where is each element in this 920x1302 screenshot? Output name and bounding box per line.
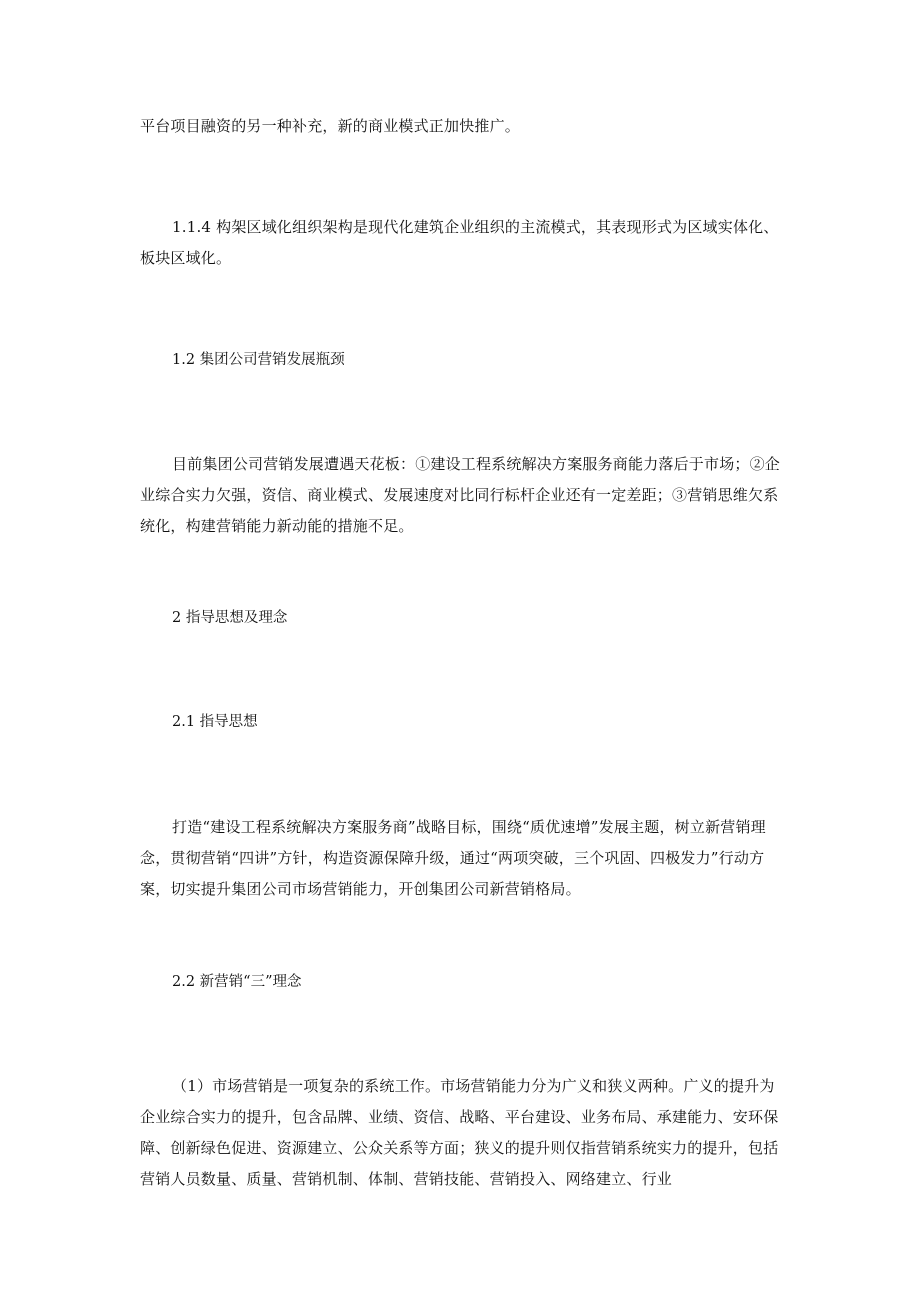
paragraph-intro-tail: 平台项目融资的另一种补充，新的商业模式正加快推广。: [140, 117, 521, 135]
heading-2: 2 指导思想及理念: [172, 610, 288, 626]
paragraph-marketing-1: （1）市场营销是一项复杂的系统工作。市场营销能力分为广义和狭义两种。广义的提升为企业综合实力的提升，包含品牌、业绩、资信、战略、平台建设、业务布局、承建能力、安环保障、创新绿色促进、资源建立、公众关系等方面；狭义的提升则仅指营销系统实力的提升，包括营销人员数量、质量、营销机制、体制、营销技能、营销投入、网络建立、行业: [140, 1077, 779, 1188]
paragraph-1-1-4: 1.1.4 构架区域化组织架构是现代化建筑企业组织的主流模式，其表现形式为区域实体化、板块区域化。: [140, 218, 779, 267]
paragraph-bottleneck: 目前集团公司营销发展遭遇天花板：①建设工程系统解决方案服务商能力落后于市场；②企业综合实力欠强，资信、商业模式、发展速度对比同行标杆企业还有一定差距；③营销思维欠系统化，构建营销能力新动能的措施不足。: [140, 455, 781, 535]
heading-2-2: 2.2 新营销“三”理念: [172, 974, 302, 990]
heading-1-2: 1.2 集团公司营销发展瓶颈: [172, 352, 345, 368]
paragraph-guiding-thought: 打造“建设工程系统解决方案服务商”战略目标，围绕“质优速增”发展主题，树立新营销理念，贯彻营销“四讲”方针，构造资源保障升级，通过“两项突破，三个巩固、四极发力”行动方案，切实提升集团公司市场营销能力，开创集团公司新营销格局。: [140, 818, 766, 898]
heading-2-1: 2.1 指导思想: [172, 714, 258, 730]
